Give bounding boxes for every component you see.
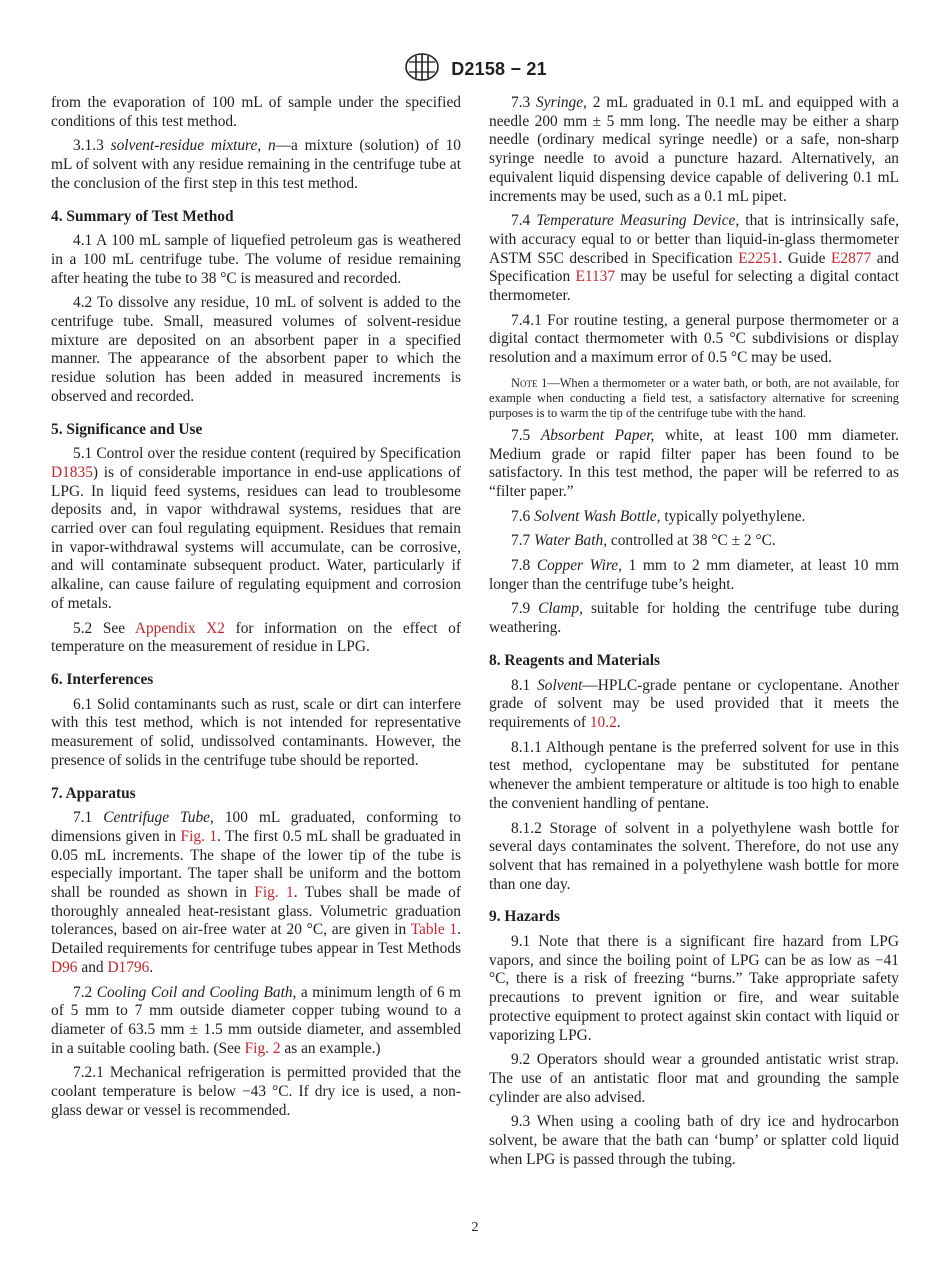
section-heading-6: 6. Interferences bbox=[51, 670, 154, 688]
paragraph-7-5: 7.5 Absorbent Paper, white, at least 100 mm diameter. Medium grade or rapid filter paper has been found to be satisfactory. In this test method, the paper will be referred to as “filter paper.” bbox=[489, 426, 899, 500]
link-10-2[interactable]: 10.2 bbox=[589, 713, 617, 731]
paragraph: from the evaporation of 100 mL of sample under the specified conditions of this test method. bbox=[51, 94, 461, 130]
page-header bbox=[0, 52, 950, 87]
paragraph-4-1: 4.1 A 100 mL sample of liquefied petroleum gas is weathered in a 100 mL centrifuge tube. The volume of residue remaining after heating the tube to 38 °C is measured and recorded. bbox=[51, 232, 461, 287]
definition-3-1-3: 3.1.3 solvent-residue mixture, n—a mixture (solution) of 10 mL of solvent with any residue remaining in the centrifuge tube at the conclusion of the first step in this test method. bbox=[51, 137, 461, 192]
paragraph-7-7: 7.7 Water Bath, controlled at 38 °C ± 2 °C. bbox=[511, 532, 776, 550]
paragraph-6-1: 6.1 Solid contaminants such as rust, scale or dirt can interfere with this test method, which is not intended for representative measurement of solid, undissolved contaminants. However, the presence of solids in the centrifuge tube should be reported. bbox=[51, 695, 461, 769]
right-column bbox=[489, 94, 899, 1175]
link-appendix-x2[interactable]: Appendix X2 bbox=[134, 619, 225, 637]
paragraph-7-9: 7.9 Clamp, suitable for holding the centrifuge tube during weathering. bbox=[489, 600, 899, 637]
link-fig-2[interactable]: Fig. 2 bbox=[244, 1039, 281, 1057]
link-d96[interactable]: D96 bbox=[51, 958, 78, 976]
left-column bbox=[51, 94, 461, 1126]
paragraph-7-8: 7.8 Copper Wire, 1 mm to 2 mm diameter, at least 10 mm longer than the centrifuge tube’s height. bbox=[489, 557, 899, 593]
page-number: 2 bbox=[471, 1220, 479, 1235]
paragraph-8-1-1: 8.1.1 Although pentane is the preferred solvent for use in this test method, cyclopentane may be substituted for pentane whenever the ambient temperature or altitude is too high to enable the convenient handling of pentane. bbox=[489, 738, 899, 812]
section-heading-7: 7. Apparatus bbox=[51, 784, 136, 802]
link-e2251[interactable]: E2251 bbox=[738, 249, 779, 267]
paragraph-7-6: 7.6 Solvent Wash Bottle, typically polyethylene. bbox=[511, 507, 806, 525]
paragraph-9-3: 9.3 When using a cooling bath of dry ice and hydrocarbon solvent, be aware that the bath can ‘bump’ or splatter cold liquid when LPG is passed through the tubing. bbox=[489, 1113, 899, 1168]
link-d1835[interactable]: D1835 bbox=[51, 463, 93, 481]
paragraph-9-1: 9.1 Note that there is a significant fire hazard from LPG vapors, and since the boiling point of LPG can be as low as −41 °C, there is a risk of freezing “burns.” Take appropriate safety precautions to prevent ignition or fire, and wear suitable protective equipment to protect against skin contact with liquid or vaporizing LPG. bbox=[489, 933, 899, 1044]
paragraph-7-2-1: 7.2.1 Mechanical refrigeration is permitted provided that the coolant temperature is below −43 °C. If dry ice is used, a non-glass dewar or vessel is recommended. bbox=[51, 1064, 461, 1119]
paragraph-7-2: 7.2 Cooling Coil and Cooling Bath, a minimum length of 6 m of 5 mm to 7 mm outside diameter copper tubing wound to a diameter of 63.5 mm ± 1.5 mm outside diameter, and assembled in a suitable cooling bath. (See Fig. 2 as an example.) bbox=[51, 983, 461, 1057]
link-e1137[interactable]: E1137 bbox=[575, 268, 616, 286]
link-table-1[interactable]: Table 1 bbox=[410, 921, 458, 939]
paragraph-7-3: 7.3 Syringe, 2 mL graduated in 0.1 mL and equipped with a needle 200 mm ± 5 mm long. The needle may be either a sharp needle (ordinary medical syringe needle) or a safe, non-sharp syringe needle to avoid a puncture hazard. Alternatively, an equivalent liquid dispensing device capable of delivering 0.1 mL increments may be used, such as a 0.1 mL pipet. bbox=[489, 94, 899, 205]
section-heading-8: 8. Reagents and Materials bbox=[489, 651, 660, 669]
section-heading-9: 9. Hazards bbox=[489, 908, 560, 926]
astm-logo-icon bbox=[403, 52, 441, 87]
paragraph-8-1-2: 8.1.2 Storage of solvent in a polyethylene wash bottle for several days contaminates the solvent. Therefore, do not use any solvent that has remained in a polyethylene wash bottle for more than one day. bbox=[489, 819, 899, 893]
paragraph-8-1: 8.1 Solvent—HPLC-grade pentane or cyclopentane. Another grade of solvent may be used provided that it meets the requirements of 10.2. bbox=[489, 676, 899, 731]
document-id: D2158 − 21 bbox=[451, 59, 547, 79]
link-fig-1[interactable]: Fig. 1 bbox=[180, 827, 218, 845]
paragraph-7-4-1: 7.4.1 For routine testing, a general purpose thermometer or a digital contact thermometer with 0.5 °C subdivisions or display resolution and a maximum error of 0.5 °C may be used. bbox=[489, 311, 899, 367]
paragraph-7-1: 7.1 Centrifuge Tube, 100 mL graduated, conforming to dimensions given in Fig. 1. The first 0.5 mL shall be graduated in 0.05 mL increments. The shape of the lower tip of the tube is especially important. The taper shall be uniform and the bottom shall be rounded as shown in Fig. 1. Tubes shall be made of thoroughly annealed heat-resistant glass. Volumetric graduation tolerances, based on air-free water at 20 °C, are given in Table 1. Detailed requirements for centrifuge tubes appear in Test Methods D96 and D1796. bbox=[51, 809, 461, 976]
paragraph-5-2: 5.2 See Appendix X2 for information on the effect of temperature on the measurement of residue in LPG. bbox=[51, 619, 462, 656]
link-d1796[interactable]: D1796 bbox=[107, 958, 150, 976]
section-heading-5: 5. Significance and Use bbox=[51, 420, 203, 438]
section-heading-4: 4. Summary of Test Method bbox=[51, 207, 234, 225]
paragraph-7-4: 7.4 Temperature Measuring Device, that is intrinsically safe, with accuracy equal to or better than liquid-in-glass thermometer ASTM S5C described in Specification E2251. Guide E2877 and Specification E1137 may be useful for selecting a digital contact thermometer. bbox=[489, 212, 899, 305]
paragraph-5-1: 5.1 Control over the residue content (required by Specification D1835) is of considerable importance in end-use applications of LPG. In liquid feed systems, residues can lead to troublesome deposits and, in vapor withdrawal systems, residues that are carried over can foul regulating equipment. Residues that remain in vapor-withdrawal systems will accumulate, can be corrosive, and will contaminate subsequent product. Water, particularly if alkaline, can cause failure of regulating equipment and corrosion of metals. bbox=[51, 445, 461, 612]
note-1: Note 1—When a thermometer or a water bath, or both, are not available, for example when conducting a field test, a satisfactory alternative for screening purposes is to warm the tip of the centrifuge tube with the hand. bbox=[489, 375, 899, 420]
link-e2877[interactable]: E2877 bbox=[831, 249, 872, 267]
paragraph-9-2: 9.2 Operators should wear a grounded antistatic wrist strap. The use of an antistatic floor mat and grounding the sample cylinder are also advised. bbox=[489, 1051, 899, 1106]
paragraph-4-2: 4.2 To dissolve any residue, 10 mL of solvent is added to the centrifuge tube. Small, measured volumes of solvent-residue mixture are deposited on an absorbent paper in a specified manner. The appearance of the absorbent paper to which the residue solution has been added in measured increments is observed and recorded. bbox=[51, 294, 461, 405]
link-fig-1[interactable]: Fig. 1 bbox=[254, 884, 294, 902]
